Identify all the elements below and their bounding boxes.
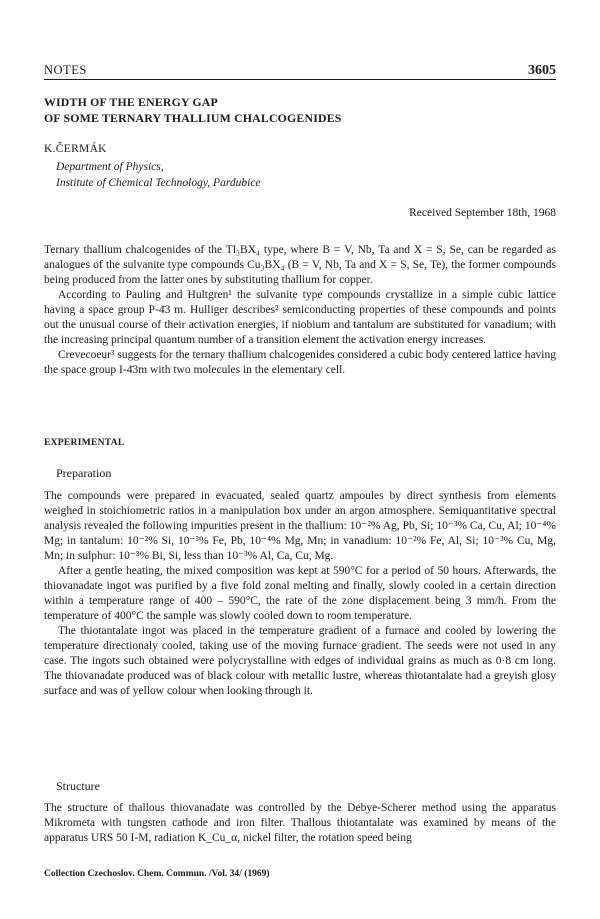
title-line-2: OF SOME TERNARY THALLIUM CHALCOGENIDES [44,111,342,125]
structure-text [44,801,556,846]
received-date: Received September 18th, 1968 [409,207,556,219]
preparation-paragraph-3: The thiotantalate ingot was placed in the temperature gradient of a furnace and cooled by lowering the temperature directionaly cooled, taking use of the moving furnace gradient. The seeds were not used in any case. The ingots such obtained were polycrystalline with edges of individual grains as much as 0·8 cm long. The thiovanadate produced was of black colour with metallic lustre, whereas thiotantalate had a greyish glosy surface and was of yellow colour when looking through it. [44,625,556,697]
title-line-1: WIDTH OF THE ENERGY GAP [44,95,218,109]
article-title [44,94,342,126]
affiliation-line-2: Institute of Chemical Technology, Pardubice [56,177,261,189]
affiliation [56,159,261,191]
page-number: 3605 [528,63,556,78]
intro-paragraph-2: According to Pauling and Hultgren¹ the sulvanite type compounds crystallize in a simple cubic lattice having a space group P-4̄3 m. Hulliger describes² semiconducting properties of these compounds and points out the unusual course of their activation energies, if niobium and tantalum are substituted for vanadium; with the increasing principal quantum number of a transition element the activation energy increases. [44,289,556,346]
structure-paragraph-1: The structure of thallous thiovanadate was controlled by the Debye-Scherer method using the apparatus Mikrometa with tungsten cathode and iron filter. Thallous thiotantalate was examined by means of the apparatus URS 50 I-M, radiation K_Cu_α, nickel filter, the rotation speed being [44,802,556,844]
author-name: K.ČERMÁK [44,143,107,155]
running-header [44,60,556,80]
intro-paragraph-1: Ternary thallium chalcogenides of the Tl₃BX₄ type, where B = V, Nb, Ta and X = S, Se, can be regarded as analogues of the sulvanite type compounds Cu₃BX₄ (B = V, Nb, Ta and X = S, Se, Te), the former compounds being produced from the latter ones by substituting thallium for copper. [44,244,556,286]
preparation-text [44,489,556,699]
preparation-paragraph-1: The compounds were prepared in evacuated, sealed quartz ampoules by direct synthesis from elements weighed in stoichiometric ratios in a manipulation box under an argon atmosphere. Semiquantitative spectral analysis revealed the following impurities present in the thallium: 10⁻²% Ag, Pb, Si; 10⁻³% Ca, Cu, Al; 10⁻⁴% Mg; in tantalum: 10⁻²% Si, 10⁻³% Fe, Pb, 10⁻⁴% Mg, Mn; in vanadium: 10⁻²% Fe, Al, Si; 10⁻³% Cu, Mg, Mn; in sulphur: 10⁻³% Bi, Si, less than 10⁻³% Al, Ca, Cu, Mg. [44,490,556,562]
subsection-heading-structure: Structure [56,779,100,793]
affiliation-line-1: Department of Physics, [56,161,164,173]
intro-paragraph-3: Crevecoeur³ suggests for the ternary thallium chalcogenides considered a cubic body centered lattice having the space group I-4̄3m with two molecules in the elementary cell. [44,349,556,376]
subsection-heading-preparation: Preparation [56,466,112,480]
section-heading-experimental: EXPERIMENTAL [44,438,125,448]
header-rule [44,79,556,80]
journal-footer: Collection Czechoslov. Chem. Commun. /Vol. 34/ (1969) [44,869,270,879]
preparation-paragraph-2: After a gentle heating, the mixed composition was kept at 590°C for a period of 50 hours. Afterwards, the thiovanadate ingot was purified by a five fold zonal melting and finally, slowly cooled in a certain direction within a temperature range of 400 – 590°C, the rate of the zone displacement being 3 mm/h. From the temperature of 400°C the sample was slowly cooled down to room temperature. [44,565,556,622]
introduction [44,243,556,378]
section-label: NOTES [44,63,87,77]
